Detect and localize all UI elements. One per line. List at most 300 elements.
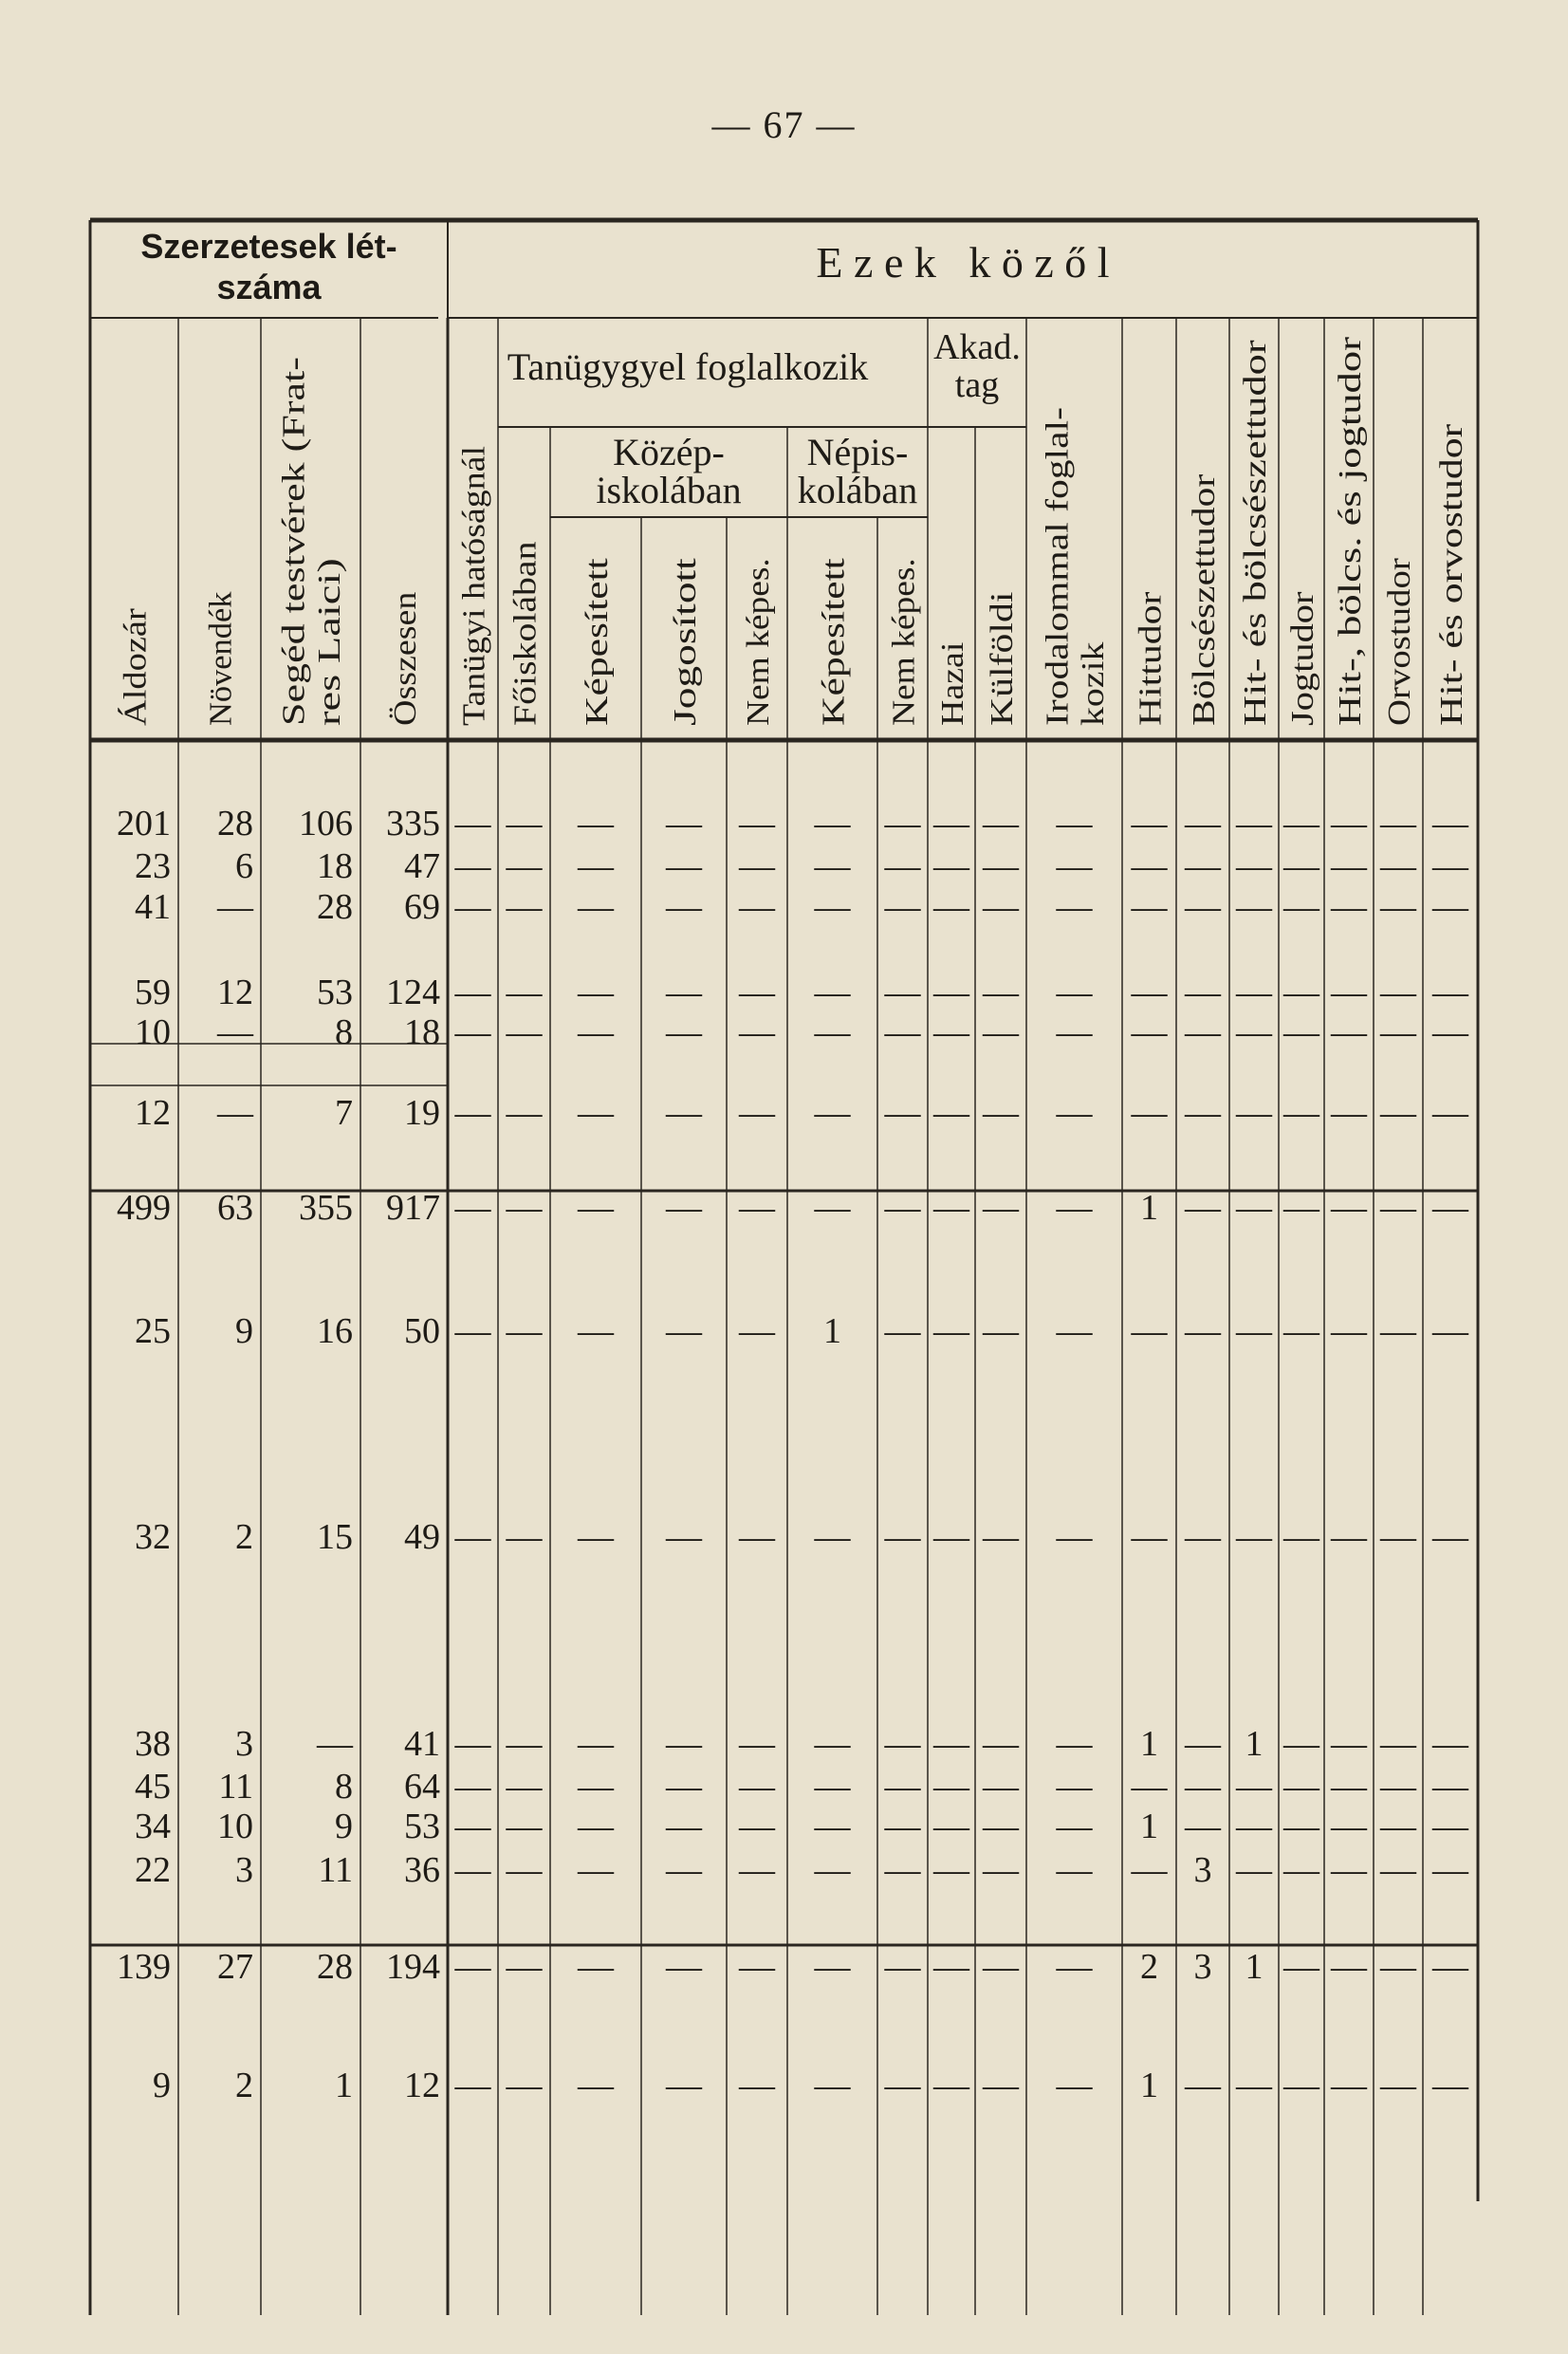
table-cell: — [1380, 1724, 1416, 1764]
column-header-label: Segéd testvérek (Frat- [276, 440, 312, 726]
table-cell: — [814, 1517, 851, 1557]
column-header-label: Tanügyi hatóságnál [456, 474, 492, 726]
table-cell: — [1056, 1188, 1093, 1228]
table-cell: 36 [404, 1850, 440, 1890]
column-header-label: Irodalommal foglal- [1040, 465, 1076, 726]
column-header-label: Orvostudor [1381, 579, 1417, 726]
table-cell: — [506, 1767, 543, 1807]
table-cell: 53 [404, 1807, 440, 1846]
table-cell: — [1432, 1517, 1468, 1557]
table-cell: 8 [335, 1012, 353, 1052]
table-cell: — [1432, 2066, 1468, 2105]
column-header-label: Jogosított [667, 600, 703, 726]
table-cell: 8 [335, 1767, 353, 1807]
table-cell: — [983, 1724, 1019, 1764]
column-header-label: Képesített [579, 595, 615, 726]
table-cell: — [1331, 887, 1367, 927]
table-cell: — [739, 1517, 775, 1557]
table-cell: — [1236, 1767, 1272, 1807]
table-row [135, 887, 1469, 927]
akad-heading: tag [954, 365, 1000, 405]
table-cell: — [884, 1311, 921, 1351]
table-cell: — [1131, 1093, 1168, 1133]
table-cell: 38 [135, 1724, 171, 1764]
table-cell: 11 [318, 1850, 353, 1890]
table-cell: — [1331, 1807, 1367, 1846]
table-cell: 32 [135, 1517, 171, 1557]
table-cell: — [1432, 1767, 1468, 1807]
table-cell: — [1185, 804, 1221, 843]
column-header-label: Külföldi [984, 616, 1020, 726]
table-cell: — [884, 1093, 921, 1133]
table-cell: — [1185, 1188, 1221, 1228]
table-cell: — [814, 846, 851, 886]
table-cell: 12 [404, 2066, 440, 2105]
table-cell: — [1056, 2066, 1093, 2105]
column-header [1285, 591, 1320, 726]
table-cell: — [454, 1850, 491, 1890]
table-cell: — [1185, 846, 1221, 886]
table-cell: — [506, 1188, 543, 1228]
table-cell: 2 [235, 2066, 253, 2105]
table-cell: — [884, 1724, 921, 1764]
table-cell: — [454, 1311, 491, 1351]
column-header [1434, 423, 1469, 726]
table-cell: — [933, 1311, 969, 1351]
table-cell: — [506, 1724, 543, 1764]
table-cell: — [1331, 973, 1367, 1012]
table-cell: — [983, 804, 1019, 843]
table-cell: — [983, 2066, 1019, 2105]
table-cell: — [1185, 1517, 1221, 1557]
akad-heading: Akad. [933, 327, 1021, 367]
table-cell: — [739, 1767, 775, 1807]
table-cell: — [814, 1724, 851, 1764]
table-cell: — [454, 1724, 491, 1764]
table-cell: 499 [117, 1188, 171, 1228]
table-cell: — [983, 846, 1019, 886]
table-cell: — [1185, 1807, 1221, 1846]
table-cell: — [1056, 1724, 1093, 1764]
table-cell: 59 [135, 973, 171, 1012]
group-title-left: Szerzetesek lét- [140, 227, 397, 266]
table-cell: — [1236, 887, 1272, 927]
table-cell: — [1283, 1807, 1319, 1846]
column-header [456, 446, 491, 726]
column-header-label: Áldozár [118, 621, 154, 726]
table-cell: 28 [317, 1947, 353, 1987]
table-cell: — [666, 1724, 702, 1764]
table-cell: — [578, 846, 614, 886]
table-cell: — [1432, 1093, 1468, 1133]
table-cell: — [1056, 1850, 1093, 1890]
table-cell: — [983, 1767, 1019, 1807]
table-cell: — [1056, 1807, 1093, 1846]
table-cell: — [884, 1517, 921, 1557]
column-header-label: Képesített [816, 595, 852, 726]
table-row [135, 1517, 1469, 1557]
table-cell: — [739, 1311, 775, 1351]
table-cell: — [454, 1767, 491, 1807]
table-cell: 23 [135, 846, 171, 886]
table-cell: — [884, 804, 921, 843]
column-header [985, 592, 1020, 726]
table-cell: — [1283, 1947, 1319, 1987]
table-cell: — [578, 887, 614, 927]
table-cell: — [506, 1947, 543, 1987]
table-cell: — [1331, 1850, 1367, 1890]
table-cell: — [1331, 1767, 1367, 1807]
table-cell: — [506, 1093, 543, 1133]
table-cell: 10 [217, 1807, 253, 1846]
column-header-label: Bölcsészettudor [1186, 519, 1222, 726]
table-cell: — [454, 1188, 491, 1228]
table-cell: — [1185, 1767, 1221, 1807]
table-cell: — [884, 1012, 921, 1052]
column-header-label: Hit- és orvostudor [1433, 491, 1469, 726]
table-cell: — [454, 973, 491, 1012]
table-cell: — [666, 973, 702, 1012]
table-cell: 6 [235, 846, 253, 886]
table-cell: — [1331, 1724, 1367, 1764]
table-cell: — [1283, 1850, 1319, 1890]
table-cell: 11 [218, 1767, 253, 1807]
table-row [117, 1188, 1469, 1228]
table-cell: — [506, 973, 543, 1012]
table-cell: — [1283, 1767, 1319, 1807]
table-cell: — [814, 887, 851, 927]
table-cell: — [1236, 1311, 1272, 1351]
table-cell: — [1432, 1012, 1468, 1052]
table-cell: — [578, 1517, 614, 1557]
table-cell: — [506, 887, 543, 927]
table-cell: 47 [404, 846, 440, 886]
table-cell: — [1131, 1850, 1168, 1890]
table-cell: — [814, 1807, 851, 1846]
table-cell: — [1056, 846, 1093, 886]
table-cell: 15 [317, 1517, 353, 1557]
table-cell: — [454, 1012, 491, 1052]
table-cell: — [933, 1188, 969, 1228]
table-cell: — [983, 973, 1019, 1012]
table-cell: — [884, 1850, 921, 1890]
table-cell: 45 [135, 1767, 171, 1807]
table-cell: 335 [386, 804, 440, 843]
table-cell: 1 [1140, 2066, 1158, 2105]
table-cell: — [1131, 1012, 1168, 1052]
table-cell: — [1380, 1517, 1416, 1557]
table-cell: — [1283, 1012, 1319, 1052]
table-cell: — [1185, 2066, 1221, 2105]
column-header-label: Hit- és bölcsészettudor [1237, 430, 1273, 726]
table-cell: — [933, 804, 969, 843]
table-cell: — [1432, 887, 1468, 927]
table-cell: — [666, 1517, 702, 1557]
table-cell: — [578, 1093, 614, 1133]
table-cell: — [814, 1093, 851, 1133]
table-cell: — [933, 1012, 969, 1052]
table-cell: — [578, 1850, 614, 1890]
table-cell: — [1283, 1724, 1319, 1764]
table-cell: — [884, 1188, 921, 1228]
table-cell: — [1331, 1093, 1367, 1133]
page-number: — 67 — [711, 103, 857, 146]
table-cell: 41 [135, 887, 171, 927]
table-cell: — [217, 887, 253, 927]
table-cell: — [578, 1188, 614, 1228]
table-cell: — [666, 1947, 702, 1987]
table-cell: 41 [404, 1724, 440, 1764]
table-cell: — [578, 1012, 614, 1052]
table-cell: 2 [235, 1517, 253, 1557]
table-cell: — [578, 1807, 614, 1846]
table-cell: — [1331, 846, 1367, 886]
table-cell: 1 [823, 1311, 841, 1351]
table-cell: — [1236, 1012, 1272, 1052]
table-cell: — [933, 1767, 969, 1807]
table-cell: — [884, 973, 921, 1012]
table-cell: — [1380, 1093, 1416, 1133]
table-cell: — [1185, 1724, 1221, 1764]
table-cell: 7 [335, 1093, 353, 1133]
table-cell: — [1380, 1947, 1416, 1987]
table-cell: 27 [217, 1947, 253, 1987]
table-cell: — [933, 1850, 969, 1890]
table-cell: — [1432, 1724, 1468, 1764]
table-cell: — [1131, 804, 1168, 843]
table-cell: — [506, 1850, 543, 1890]
table-cell: 917 [386, 1188, 440, 1228]
column-header [1187, 473, 1222, 726]
table-cell: 12 [217, 973, 253, 1012]
table-cell: 1 [1140, 1724, 1158, 1764]
table-cell: 1 [1140, 1188, 1158, 1228]
table-cell: 50 [404, 1311, 440, 1351]
table-cell: — [666, 1012, 702, 1052]
column-header-label: res Laici) [312, 602, 348, 726]
table-cell: — [1056, 1012, 1093, 1052]
table-cell: 1 [1245, 1947, 1264, 1987]
table-row [153, 2066, 1469, 2105]
table-cell: — [454, 1947, 491, 1987]
table-cell: — [884, 1947, 921, 1987]
table-cell: 49 [404, 1517, 440, 1557]
column-header [816, 557, 851, 726]
table-cell: — [1283, 1311, 1319, 1351]
table-cell: — [666, 1807, 702, 1846]
table-cell: — [1432, 973, 1468, 1012]
table-cell: 28 [317, 887, 353, 927]
column-header-label: Összesen [387, 605, 423, 726]
table-cell: 3 [235, 1850, 253, 1890]
tanugy-heading: Tanügygyel foglalkozik [507, 345, 869, 388]
table-cell: — [1056, 887, 1093, 927]
table-cell: — [1056, 1767, 1093, 1807]
table-cell: — [1131, 846, 1168, 886]
table-cell: — [506, 1012, 543, 1052]
table-cell: — [983, 1311, 1019, 1351]
table-cell: — [666, 1311, 702, 1351]
table-cell: — [933, 2066, 969, 2105]
table-cell: — [1236, 973, 1272, 1012]
table-cell: — [933, 973, 969, 1012]
table-cell: — [1056, 1947, 1093, 1987]
column-header-label: Nem képes. [740, 573, 776, 726]
table-cell: — [1283, 973, 1319, 1012]
table-cell: — [1380, 973, 1416, 1012]
table-cell: — [506, 1311, 543, 1351]
table-cell: — [217, 1012, 253, 1052]
table-cell: — [1236, 1807, 1272, 1846]
table-cell: — [814, 973, 851, 1012]
table-cell: 64 [404, 1767, 440, 1807]
table-cell: — [884, 887, 921, 927]
table-cell: — [1380, 1807, 1416, 1846]
table-cell: 22 [135, 1850, 171, 1890]
column-header-label: Hittudor [1133, 616, 1169, 726]
table-cell: — [1432, 1807, 1468, 1846]
table-cell: — [1236, 2066, 1272, 2105]
table-cell: — [884, 2066, 921, 2105]
table-cell: — [666, 1188, 702, 1228]
table-cell: — [1331, 1012, 1367, 1052]
table-cell: — [1236, 846, 1272, 886]
table-cell: — [1283, 2066, 1319, 2105]
table-cell: — [578, 2066, 614, 2105]
table-row [135, 846, 1469, 886]
table-cell: — [454, 1517, 491, 1557]
table-cell: — [739, 1807, 775, 1846]
column-header [118, 607, 153, 726]
table-cell: — [739, 1012, 775, 1052]
table-cell: — [1380, 846, 1416, 886]
table-cell: — [739, 2066, 775, 2105]
table-row [135, 1807, 1469, 1846]
table-cell: 34 [135, 1807, 171, 1846]
table-cell: — [1331, 1517, 1367, 1557]
table-cell: — [1331, 804, 1367, 843]
table-cell: 28 [217, 804, 253, 843]
table-cell: 124 [386, 973, 440, 1012]
table-cell: — [983, 1947, 1019, 1987]
table-cell: — [454, 1093, 491, 1133]
table-cell: — [666, 846, 702, 886]
table-cell: — [1185, 1093, 1221, 1133]
table-row [135, 1093, 1469, 1133]
table-cell: — [1380, 1012, 1416, 1052]
table-cell: — [814, 2066, 851, 2105]
table-cell: — [506, 846, 543, 886]
table-cell: — [814, 1188, 851, 1228]
table-cell: — [739, 1947, 775, 1987]
column-header [580, 557, 615, 726]
column-header [1133, 591, 1168, 726]
table-cell: 1 [1245, 1724, 1264, 1764]
table-cell: — [1380, 1311, 1416, 1351]
table-cell: — [1432, 1188, 1468, 1228]
table-cell: — [739, 1093, 775, 1133]
table-cell: — [884, 1807, 921, 1846]
table-header [118, 227, 1469, 726]
table-cell: — [1432, 1850, 1468, 1890]
table-cell: 25 [135, 1311, 171, 1351]
group-title-right: E z e k k ö z ő l [816, 238, 1110, 287]
table-cell: — [884, 1767, 921, 1807]
table-cell: 201 [117, 804, 171, 843]
table-row [135, 1012, 1469, 1052]
table-cell: — [506, 804, 543, 843]
table-cell: — [983, 887, 1019, 927]
table-cell: — [1380, 804, 1416, 843]
nepis-heading: kolában [797, 469, 918, 511]
table-cell: 3 [235, 1724, 253, 1764]
table-cell: — [578, 1767, 614, 1807]
table-cell: 355 [299, 1188, 353, 1228]
table-cell: 139 [117, 1947, 171, 1987]
table-cell: 12 [135, 1093, 171, 1133]
table-cell: — [578, 804, 614, 843]
table-cell: — [983, 1012, 1019, 1052]
table-cell: — [1432, 1947, 1468, 1987]
table-cell: — [666, 887, 702, 927]
table-cell: — [1056, 804, 1093, 843]
table-cell: — [1056, 1093, 1093, 1133]
table-cell: — [983, 1517, 1019, 1557]
table-cell: — [1131, 973, 1168, 1012]
table-cell: — [506, 1517, 543, 1557]
table-cell: — [884, 846, 921, 886]
table-cell: — [739, 1188, 775, 1228]
group-title-left: száma [216, 268, 322, 306]
table-cell: — [1131, 1311, 1168, 1351]
table-cell: — [1283, 1517, 1319, 1557]
table-cell: — [1185, 1311, 1221, 1351]
table-cell: — [933, 887, 969, 927]
table-cell: 18 [317, 846, 353, 886]
table-cell: — [317, 1724, 353, 1764]
table-cell: — [814, 804, 851, 843]
table-cell: — [739, 973, 775, 1012]
table-cell: — [666, 2066, 702, 2105]
table-cell: 19 [404, 1093, 440, 1133]
table-cell: — [1380, 1850, 1416, 1890]
column-header-label: kozik [1076, 654, 1112, 726]
table-cell: — [739, 1850, 775, 1890]
table-cell: — [1185, 1012, 1221, 1052]
table-cell: 9 [235, 1311, 253, 1351]
column-header [741, 558, 776, 726]
table-cell: — [1131, 887, 1168, 927]
table-cell: 63 [217, 1188, 253, 1228]
table-cell: 69 [404, 887, 440, 927]
column-header [1333, 336, 1368, 726]
table-cell: — [666, 1093, 702, 1133]
table-cell: 2 [1140, 1947, 1158, 1987]
nepis-heading: Népis- [806, 431, 909, 473]
table-cell: — [1236, 1517, 1272, 1557]
table-cell: — [1185, 973, 1221, 1012]
table-cell: — [1236, 1188, 1272, 1228]
kozep-heading: iskolában [596, 469, 742, 511]
table-cell: — [1331, 2066, 1367, 2105]
table-row [117, 1947, 1469, 1987]
table-cell: — [1432, 846, 1468, 886]
kozep-heading: Közép- [613, 431, 725, 473]
table-row [135, 973, 1469, 1012]
table-cell: — [1283, 846, 1319, 886]
table-cell: — [454, 1807, 491, 1846]
table-cell: — [933, 1093, 969, 1133]
